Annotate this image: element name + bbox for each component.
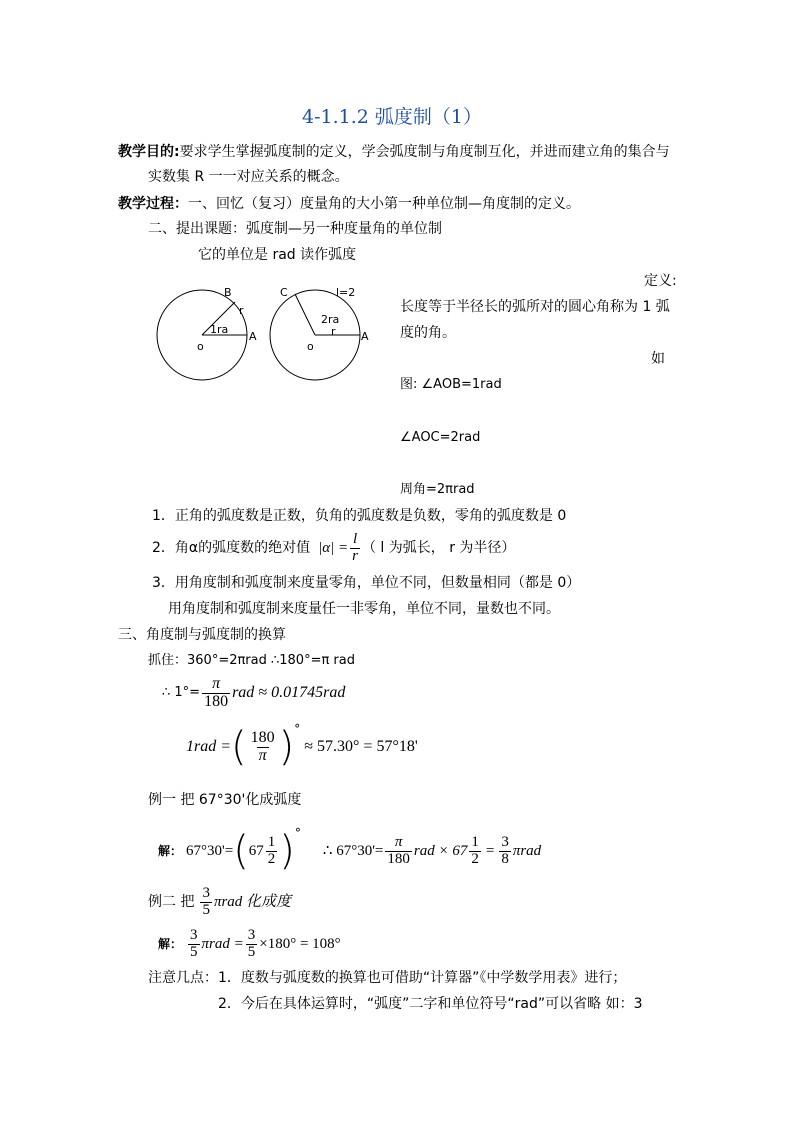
example-1-half-den: 2 bbox=[471, 850, 479, 867]
f2-suffix: ≈ 57.30° = 57°18' bbox=[304, 738, 418, 756]
example-2-s-den: 5 bbox=[190, 943, 198, 960]
example-1-solution bbox=[158, 826, 541, 876]
f2-degree: ° bbox=[294, 722, 301, 736]
label-r-right: r bbox=[331, 325, 336, 338]
example-1-a: 67°30'= bbox=[186, 843, 234, 859]
grasp-line: 抓住：360°=2πrad ∴180°=π rad bbox=[148, 653, 355, 668]
definition-ru: 如 bbox=[651, 351, 665, 367]
note-2: 2．今后在具体运算时，“弧度”二字和单位符号“rad”可以省略 如：3 bbox=[218, 996, 643, 1012]
point-2-prefix: 2．角α的弧度数的绝对值 bbox=[152, 539, 311, 556]
label-l2: l=2 bbox=[336, 286, 356, 299]
point-2-den: r bbox=[352, 547, 358, 564]
label-a-right: A bbox=[361, 330, 369, 343]
example-2-t-den: 5 bbox=[247, 943, 256, 960]
example-1-mixed-den: 2 bbox=[267, 850, 276, 867]
note-1: 注意几点：1．度数与弧度数的换算也可借助“计算器”《中学数学用表》进行； bbox=[148, 970, 627, 986]
definition-heading: 定义: bbox=[644, 273, 677, 289]
definition-example-1: 图: ∠AOB=1rad bbox=[400, 377, 502, 392]
example-1-paren-right: ) bbox=[279, 828, 295, 874]
example-1-res-num: 3 bbox=[501, 833, 509, 850]
example-2-t-fraction bbox=[246, 928, 258, 961]
example-1-mixed-fraction bbox=[266, 835, 278, 868]
f1-prefix: ∴ 1°= bbox=[162, 685, 201, 701]
point-2 bbox=[152, 530, 515, 566]
label-o-left: o bbox=[197, 340, 204, 353]
formula-one-degree bbox=[162, 672, 345, 714]
f2-paren-left: ( bbox=[231, 724, 247, 770]
example-1-result-fraction bbox=[499, 835, 511, 868]
point-3: 3．用角度制和弧度制来度量零角，单位不同，但数量相同（都是 0） bbox=[152, 575, 581, 591]
example-1-sol-label: 解： bbox=[158, 843, 183, 858]
label-1rad: 1ra bbox=[210, 323, 229, 336]
formula-one-radian bbox=[186, 722, 418, 772]
process-text: 一、回忆（复习）度量角的大小第一种单位制—角度制的定义。 bbox=[188, 196, 580, 212]
example-2-t-num: 3 bbox=[247, 926, 256, 943]
example-2-solution bbox=[158, 924, 341, 964]
section-3-heading: 三、角度制与弧度制的换算 bbox=[118, 627, 286, 643]
f1-den: 180 bbox=[204, 692, 229, 710]
example-1-mid: rad × 67 bbox=[413, 843, 468, 859]
label-r-left: r bbox=[239, 304, 244, 317]
f2-fraction bbox=[249, 730, 277, 765]
f1-num: π bbox=[212, 674, 221, 692]
label-c: C bbox=[280, 286, 288, 299]
f1-fraction bbox=[202, 676, 230, 711]
label-2rad: 2ra bbox=[321, 313, 340, 326]
example-2-num: 3 bbox=[202, 884, 210, 901]
example-1-res-den: 8 bbox=[501, 850, 509, 867]
example-1-therefore: ∴ 67°30'= bbox=[322, 843, 384, 859]
example-2-label-suffix: πrad 化成度 bbox=[213, 894, 292, 910]
page-title: 4-1.1.2 弧度制（1） bbox=[302, 106, 482, 128]
point-2-suffix: （ l 为弧长， r 为半径） bbox=[361, 539, 516, 556]
process-line bbox=[118, 196, 580, 213]
example-1-mixed-num: 1 bbox=[267, 833, 276, 850]
example-2-sol-label: 解： bbox=[158, 936, 183, 951]
goal-line-1 bbox=[118, 144, 670, 161]
definition-body-2: 度的角。 bbox=[400, 325, 456, 341]
example-1-pi-num: π bbox=[394, 833, 403, 850]
goal-label: 教学目的: bbox=[118, 144, 180, 160]
example-2-label bbox=[148, 882, 291, 922]
definition-example-3: 周角=2πrad bbox=[400, 482, 475, 497]
point-2-abs: |α| = bbox=[318, 540, 349, 556]
label-a-left: A bbox=[249, 330, 257, 343]
point-2-fraction bbox=[350, 532, 360, 565]
process-label: 教学过程： bbox=[118, 196, 188, 212]
point-2-num: l bbox=[352, 530, 358, 547]
example-1-res-suffix: πrad bbox=[512, 843, 542, 859]
topic-line-1: 二、提出课题：弧度制—另一种度量角的单位制 bbox=[148, 221, 442, 237]
f2-den: π bbox=[258, 746, 267, 764]
point-4: 用角度制和弧度制来度量任一非零角，单位不同，量数也不同。 bbox=[168, 601, 560, 617]
f1-suffix: rad ≈ 0.01745rad bbox=[232, 684, 346, 702]
example-1-half-fraction bbox=[469, 835, 481, 868]
definition-example-2: ∠AOC=2rad bbox=[400, 430, 481, 445]
example-2-s-num: 3 bbox=[190, 926, 198, 943]
example-1-half-num: 1 bbox=[471, 833, 479, 850]
radian-circles-figure bbox=[150, 280, 380, 390]
f2-prefix: 1rad = bbox=[186, 738, 232, 756]
example-1-whole: 67 bbox=[248, 843, 264, 859]
example-1-degree: ° bbox=[294, 826, 301, 840]
example-1-pi-fraction bbox=[385, 835, 412, 868]
right-radius-oc bbox=[295, 294, 315, 335]
label-b: B bbox=[224, 286, 232, 299]
example-2-s-mid: πrad = bbox=[201, 936, 244, 952]
example-2-s-suffix: ×180° = 108° bbox=[259, 936, 341, 952]
example-1-eq: = bbox=[485, 843, 495, 859]
f2-num: 180 bbox=[250, 728, 275, 746]
label-o-right: o bbox=[307, 340, 314, 353]
definition-body-1: 长度等于半径长的弧所对的圆心角称为 1 弧 bbox=[400, 299, 670, 315]
point-1: 1．正角的弧度数是正数，负角的弧度数是负数，零角的弧度数是 0 bbox=[152, 508, 567, 524]
f2-paren-right: ) bbox=[278, 724, 295, 770]
example-2-den: 5 bbox=[202, 901, 210, 918]
example-2-s-fraction bbox=[188, 928, 200, 961]
goal-text-1: 要求学生掌握弧度制的定义，学会弧度制与角度制互化，并进而建立角的集合与 bbox=[179, 144, 670, 160]
example-2-fraction bbox=[200, 886, 212, 919]
example-1-label: 例一 把 67°30'化成弧度 bbox=[148, 792, 302, 808]
example-1-pi-den: 180 bbox=[387, 850, 410, 867]
example-2-label-prefix: 例二 把 bbox=[148, 893, 195, 910]
example-1-paren-left: ( bbox=[233, 828, 249, 874]
topic-line-2: 它的单位是 rad 读作弧度 bbox=[198, 247, 357, 263]
goal-line-2: 实数集 R 一一对应关系的概念。 bbox=[148, 169, 349, 185]
